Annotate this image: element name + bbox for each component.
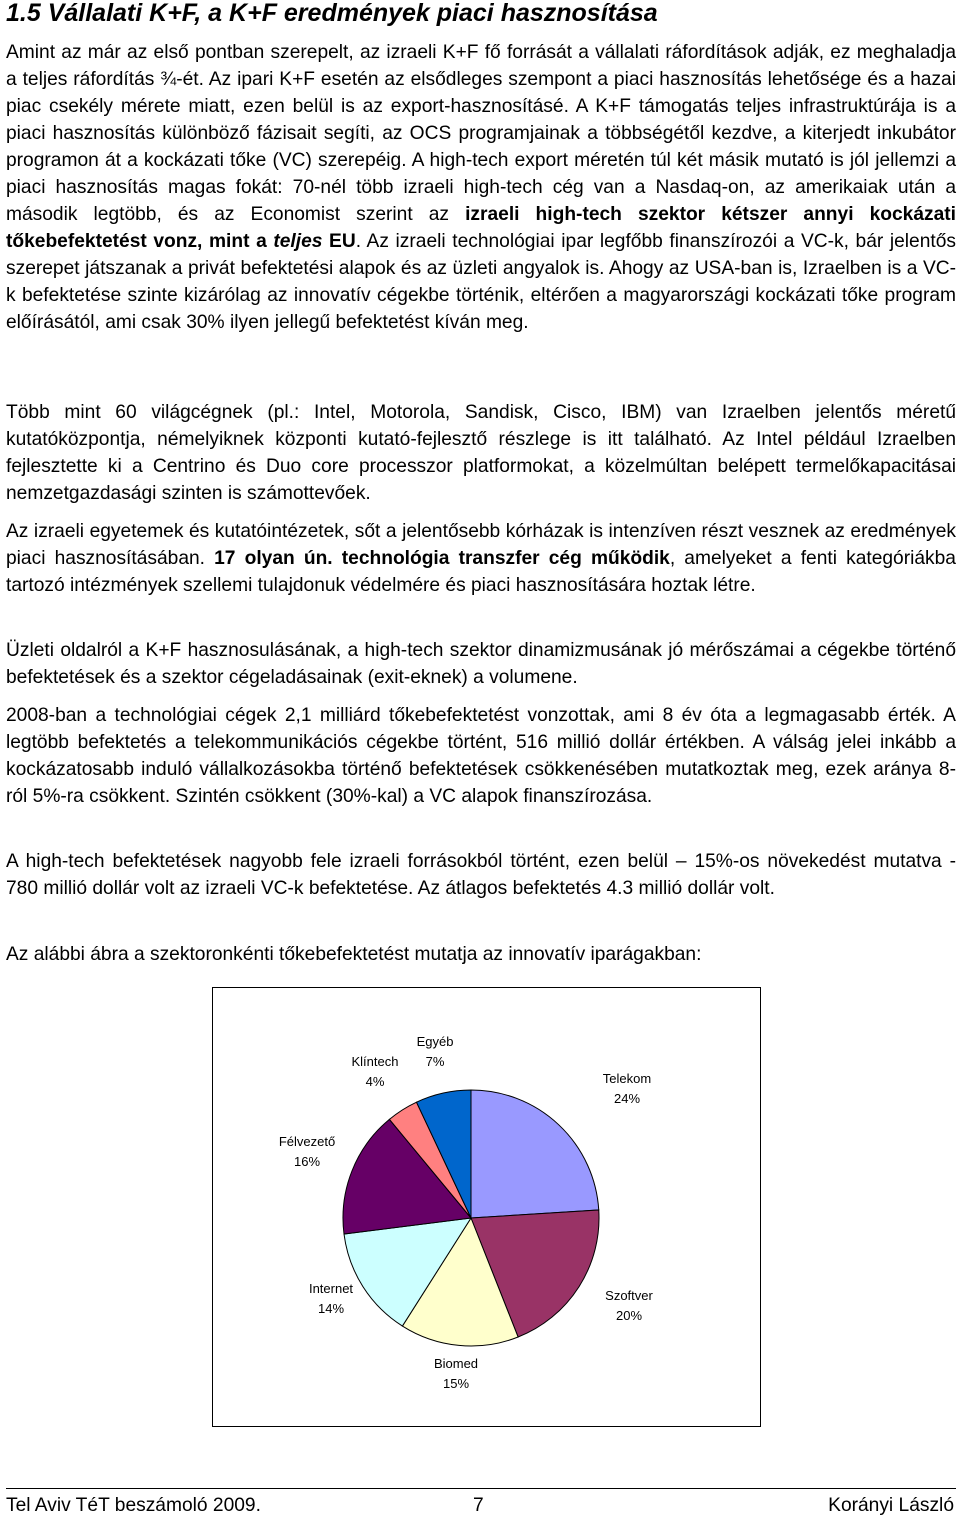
paragraph-1 bbox=[6, 39, 956, 336]
text-run: 17 olyan ún. technológia transzfer cég működik bbox=[214, 548, 670, 569]
footer-author: Korányi László bbox=[828, 1495, 954, 1516]
text-run: 2008-ban a technológiai cégek 2,1 milliárd tőkebefektetést vonzottak, ami 8 év óta a legmagasabb érték. A legtöbb befektetés a telekommunikációs cégekbe történt, 516 millió dollár értékben. A válság jelei inkább a kockázatosabb induló vállalkozásokba történő befektetések csökkenésében mutatkoztak meg, ezek aránya 8-ról 5%-ra csökkent. Szintén csökkent (30%-kal) a VC alapok finanszírozása. bbox=[6, 705, 956, 807]
pie-label-name: Szoftver bbox=[605, 1288, 653, 1303]
paragraph-4 bbox=[6, 637, 956, 691]
section-heading: 1.5 Vállalati K+F, a K+F eredmények piaci hasznosítása bbox=[6, 0, 658, 27]
paragraph-6 bbox=[6, 848, 956, 902]
paragraph-5 bbox=[6, 702, 956, 810]
text-run: . Az izraeli technológiai ipar legfőbb finanszírozói a VC-k, bár jelentős szerepet játszanak a privát befektetési alapok és az üzleti angyalok is. Ahogy az USA-ban is, Izraelben is a VC-k befektetése szinte kizárólag az innovatív cégekbe történik, eltérően a magyarországi kockázati tőke program előírásától, ami csak 30% ilyen jellegű befektetést kíván meg. bbox=[6, 231, 956, 333]
text-run: Az izraeli egyetemek és kutatóintézetek, sőt a jelentősebb kórházak is intenzíven részt vesznek az eredmények piaci hasznosításában. bbox=[6, 521, 956, 569]
pie-label-name: Biomed bbox=[433, 1356, 479, 1371]
paragraph-7 bbox=[6, 941, 956, 968]
pie-label-name: Félvezető bbox=[278, 1134, 336, 1149]
page-number: 7 bbox=[473, 1495, 484, 1516]
text-run: Amint az már az első pontban szerepelt, az izraeli K+F fő forrását a vállalati ráfordítások adják, ez meghaladja a teljes ráfordítás ¾-ét. Az ipari K+F esetén az elsődleges szempont a piaci hasznosítás lehetősége és a hazai piac csekély mérete miatt, ezen belül is az export-hasznosításé. A K+F támogatás teljes infrastruktúrája is a piaci hasznosítás különböző fázisait segíti, az OCS programjainak a többségétől kezdve, a kiterjedt inkubátor programon át a kockázati tőke (VC) szerepéig. A high-tech export méretén túl két másik mutató is jól jellemzi a piaci hasznosítás magas fokát: 70-nél több izraeli high-tech cég van a Nasdaq-on, az amerikaiak után a második legtöbb, és az Economist szerint az bbox=[6, 42, 956, 225]
text-run: teljes bbox=[273, 231, 323, 252]
footer-rule bbox=[6, 1488, 956, 1489]
text-run: EU bbox=[322, 231, 356, 252]
text-run: Az alábbi ábra a szektoronkénti tőkebefektetést mutatja az innovatív iparágakban: bbox=[6, 944, 702, 965]
text-run: Üzleti oldalról a K+F hasznosulásának, a high-tech szektor dinamizmusának jó mérőszámai a cégekbe történő befektetések és a szektor cégeladásainak (exit-eknek) a volumene. bbox=[6, 640, 956, 688]
pie-label-name: Egyéb bbox=[416, 1034, 454, 1049]
pie-label-percent: 16% bbox=[293, 1154, 321, 1169]
footer-left: Tel Aviv TéT beszámoló 2009. bbox=[6, 1495, 261, 1516]
pie-label-name: Telekom bbox=[602, 1071, 652, 1086]
text-run: , amelyeket a fenti kategóriákba tartozó intézmények szellemi tulajdonuk védelmére és piaci hasznosítására hoztak létre. bbox=[6, 548, 956, 596]
pie-label-percent: 4% bbox=[365, 1074, 385, 1089]
sector-investment-pie-chart bbox=[212, 987, 761, 1427]
text-run: Több mint 60 világcégnek (pl.: Intel, Motorola, Sandisk, Cisco, IBM) van Izraelben jelentős méretű kutatóközpontja, némelyiknek központi kutató-fejlesztő részlege is itt található. Az Intel például Izraelben fejlesztette ki a Centrino és Duo core processzor platformokat, a közelmúltan belépett termelőkapacitásai nemzetgazdasági szinten is számottevőek. bbox=[6, 402, 956, 504]
pie-label-percent: 15% bbox=[442, 1376, 470, 1391]
pie-label-name: Klíntech bbox=[351, 1054, 399, 1069]
pie-label-percent: 7% bbox=[425, 1054, 445, 1069]
pie-chart-svg bbox=[213, 988, 760, 1426]
paragraph-2 bbox=[6, 399, 956, 507]
text-run: A high-tech befektetések nagyobb fele izraeli forrásokból történt, ezen belül – 15%-os növekedést mutatva - 780 millió dollár volt az izraeli VC-k befektetése. Az átlagos befektetés 4.3 millió dollár volt. bbox=[6, 851, 956, 899]
pie-label-percent: 24% bbox=[613, 1091, 641, 1106]
paragraph-3 bbox=[6, 518, 956, 599]
pie-label-percent: 20% bbox=[615, 1308, 643, 1323]
pie-label-name: Internet bbox=[308, 1281, 354, 1296]
text-run: izraeli high-tech szektor kétszer annyi kockázati tőkebefektetést vonz, mint a bbox=[6, 204, 956, 252]
pie-slice-telekom bbox=[471, 1090, 599, 1218]
pie-label-percent: 14% bbox=[317, 1301, 345, 1316]
